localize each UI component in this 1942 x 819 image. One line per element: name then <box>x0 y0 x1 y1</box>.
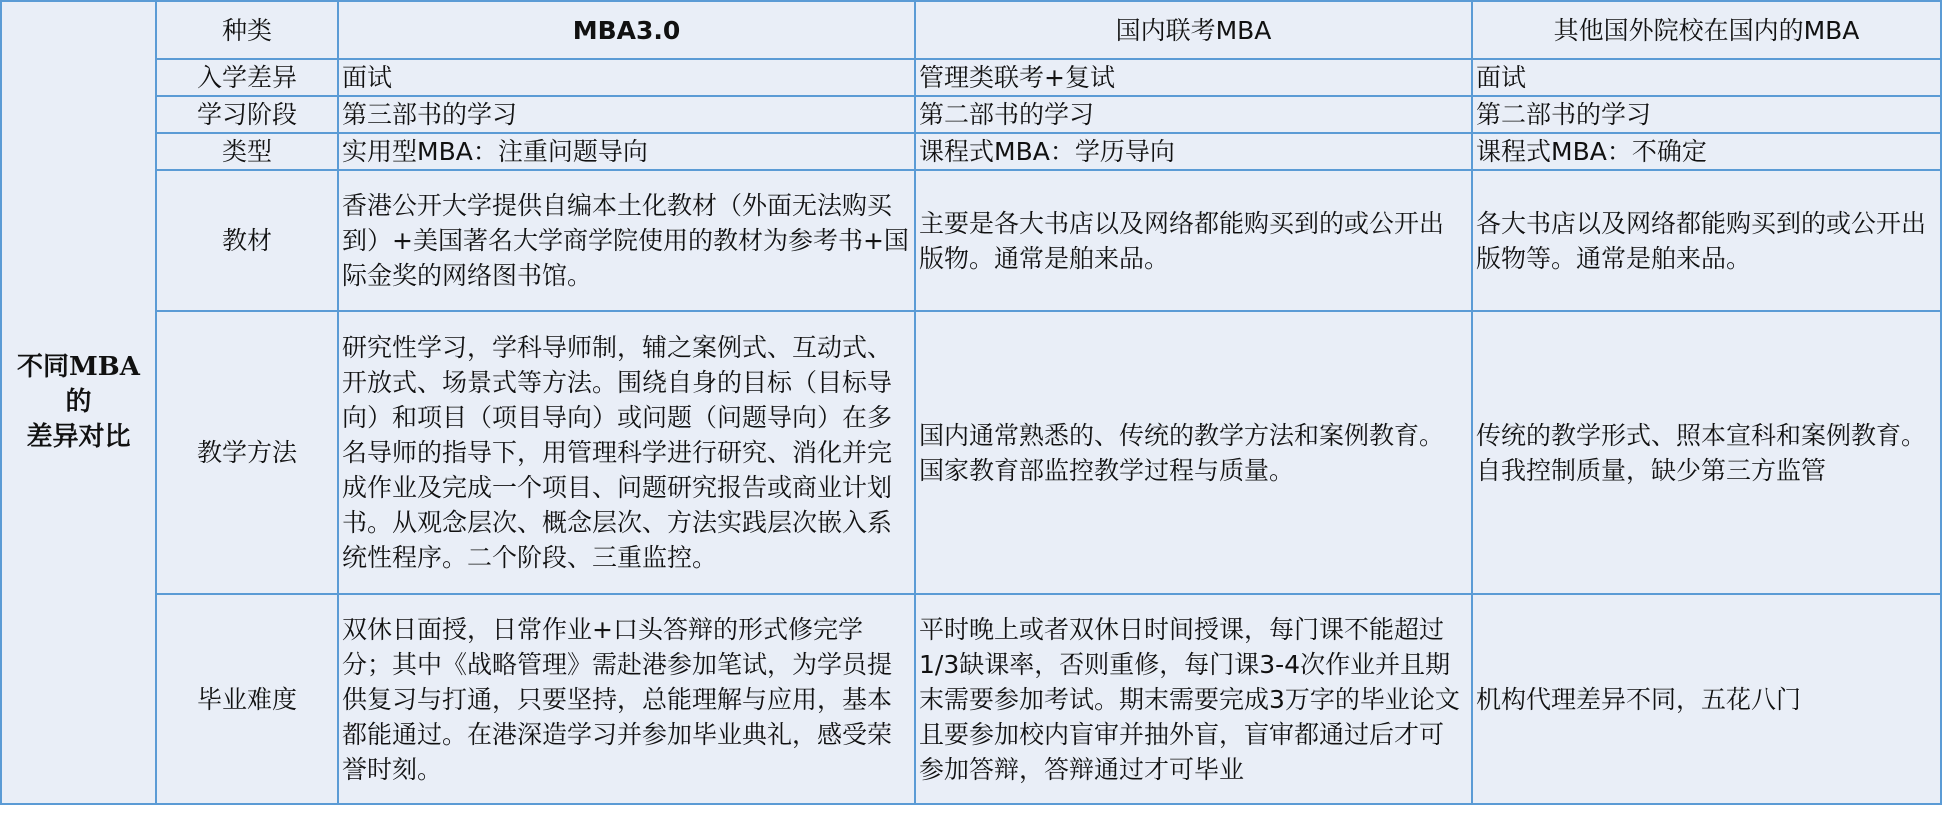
table-row <box>1 133 1941 170</box>
table-row <box>1 311 1941 594</box>
cell-domestic-mba: 课程式MBA：学历导向 <box>915 133 1472 170</box>
table-row <box>1 170 1941 311</box>
cell-domestic-mba: 主要是各大书店以及网络都能购买到的或公开出版物。通常是舶来品。 <box>915 170 1472 311</box>
row-label: 类型 <box>156 133 338 170</box>
cell-foreign-mba: 面试 <box>1472 59 1941 96</box>
side-label-text: 不同MBA的 差异对比 <box>17 352 140 452</box>
header-col-mba30: MBA3.0 <box>338 1 915 59</box>
row-label: 入学差异 <box>156 59 338 96</box>
table-row <box>1 59 1941 96</box>
cell-foreign-mba: 机构代理差异不同，五花八门 <box>1472 594 1941 804</box>
cell-mba30: 研究性学习，学科导师制，辅之案例式、互动式、开放式、场景式等方法。围绕自身的目标（目标导向）和项目（项目导向）或问题（问题导向）在多名导师的指导下，用管理科学进行研究、消化并完成作业及完成一个项目、问题研究报告或商业计划书。从观念层次、概念层次、方法实践层次嵌入系统性程序。二个阶段、三重监控。 <box>338 311 915 594</box>
row-label: 学习阶段 <box>156 96 338 133</box>
cell-foreign-mba: 传统的教学形式、照本宣科和案例教育。自我控制质量，缺少第三方监管 <box>1472 311 1941 594</box>
header-col-foreign-mba: 其他国外院校在国内的MBA <box>1472 1 1941 59</box>
cell-mba30: 香港公开大学提供自编本土化教材（外面无法购买到）+美国著名大学商学院使用的教材为参考书+国际金奖的网络图书馆。 <box>338 170 915 311</box>
cell-domestic-mba: 国内通常熟悉的、传统的教学方法和案例教育。国家教育部监控教学过程与质量。 <box>915 311 1472 594</box>
cell-domestic-mba: 平时晚上或者双休日时间授课，每门课不能超过1/3缺课率，否则重修，每门课3-4次作业并且期末需要参加考试。期末需要完成3万字的毕业论文且要参加校内盲审并抽外盲，盲审都通过后才可参加答辩，答辩通过才可毕业 <box>915 594 1472 804</box>
table-row <box>1 96 1941 133</box>
cell-domestic-mba: 管理类联考+复试 <box>915 59 1472 96</box>
row-label: 教材 <box>156 170 338 311</box>
cell-mba30: 实用型MBA：注重问题导向 <box>338 133 915 170</box>
cell-mba30: 第三部书的学习 <box>338 96 915 133</box>
header-row <box>1 1 1941 59</box>
cell-foreign-mba: 各大书店以及网络都能购买到的或公开出版物等。通常是舶来品。 <box>1472 170 1941 311</box>
cell-domestic-mba: 第二部书的学习 <box>915 96 1472 133</box>
cell-mba30: 面试 <box>338 59 915 96</box>
header-category: 种类 <box>156 1 338 59</box>
cell-foreign-mba: 课程式MBA：不确定 <box>1472 133 1941 170</box>
header-col-domestic-mba: 国内联考MBA <box>915 1 1472 59</box>
row-label: 毕业难度 <box>156 594 338 804</box>
row-label: 教学方法 <box>156 311 338 594</box>
side-label <box>1 1 156 804</box>
table-row <box>1 594 1941 804</box>
cell-mba30: 双休日面授，日常作业+口头答辩的形式修完学分；其中《战略管理》需赴港参加笔试，为学员提供复习与打通，只要坚持，总能理解与应用，基本都能通过。在港深造学习并参加毕业典礼，感受荣誉时刻。 <box>338 594 915 804</box>
cell-foreign-mba: 第二部书的学习 <box>1472 96 1941 133</box>
